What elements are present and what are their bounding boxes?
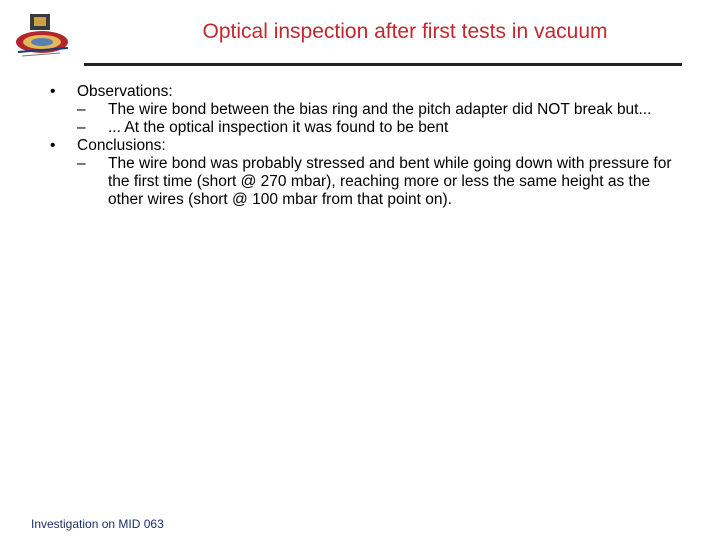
bullet-label: Observations: bbox=[77, 83, 173, 100]
page-title: Optical inspection after first tests in vacuum bbox=[202, 20, 608, 43]
group-logo-icon bbox=[14, 12, 74, 62]
sub-bullet-text: ... At the optical inspection it was found to be bent bbox=[108, 119, 449, 136]
dash-marker: – bbox=[77, 119, 86, 136]
title-divider bbox=[84, 63, 682, 66]
dash-marker: – bbox=[77, 101, 86, 118]
dash-marker: – bbox=[77, 155, 86, 172]
bullet-label: Conclusions: bbox=[77, 137, 166, 154]
bullet-marker: • bbox=[50, 137, 56, 154]
bullet-marker: • bbox=[50, 83, 56, 100]
sub-bullet-text: The wire bond between the bias ring and the pitch adapter did NOT break but... bbox=[108, 101, 652, 118]
bullet-observations bbox=[50, 83, 680, 101]
sub-bullet bbox=[77, 101, 680, 119]
slide-body bbox=[50, 83, 680, 209]
footer-text: Investigation on MID 063 bbox=[31, 517, 164, 531]
sub-bullet bbox=[77, 119, 680, 137]
bullet-conclusions bbox=[50, 137, 680, 155]
sub-bullet-text: The wire bond was probably stressed and bent while going down with pressure for the first time (short @ 270 mbar), reaching more or less the same height as the other wires (short @ 100 mbar from that point on). bbox=[108, 155, 672, 208]
sub-bullet bbox=[77, 155, 680, 209]
